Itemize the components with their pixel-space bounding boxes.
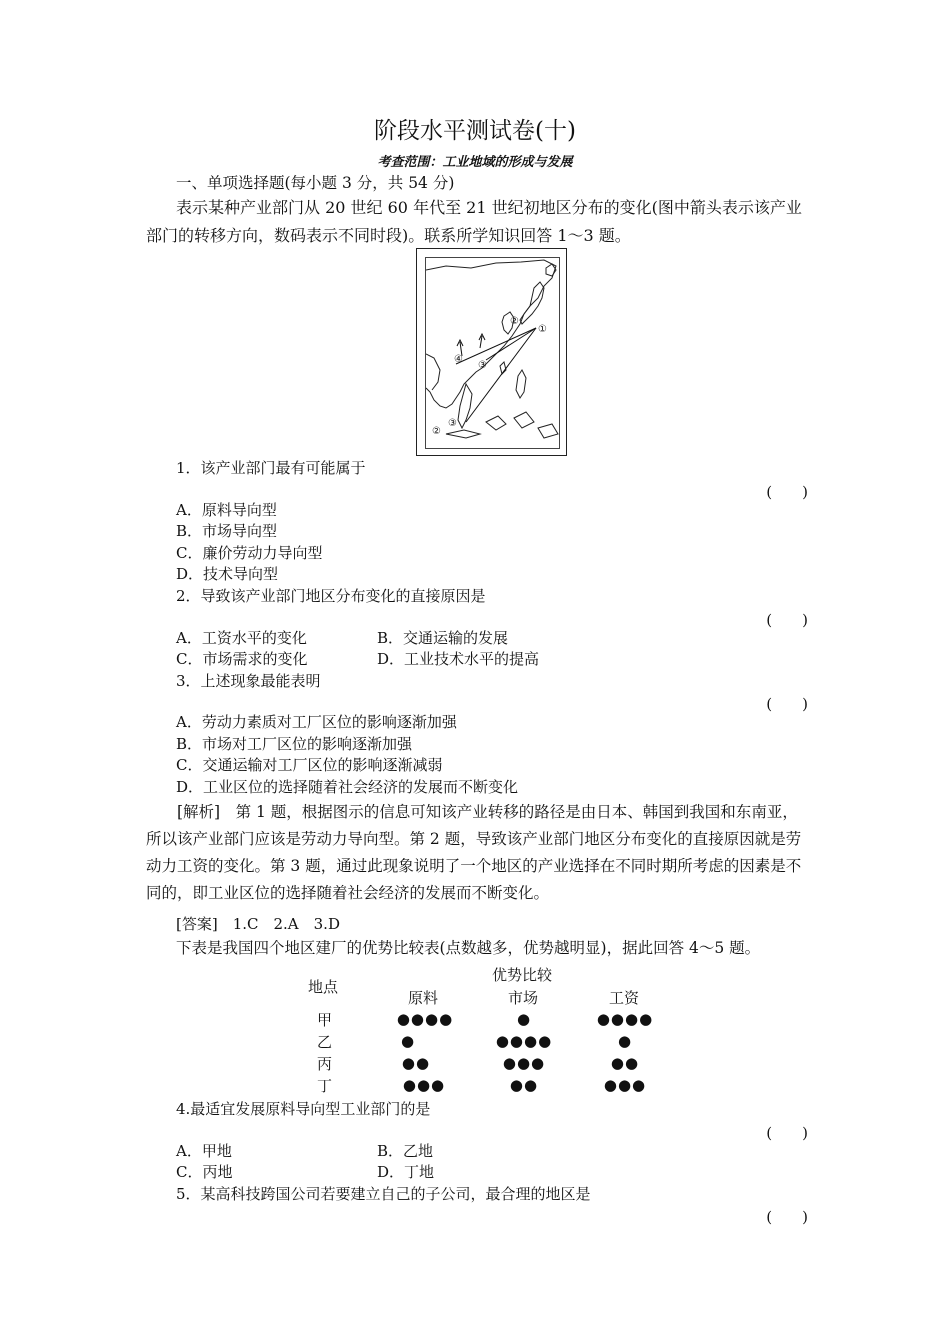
q3-option-b: B．市场对工厂区位的影响逐渐加强 [176, 735, 413, 753]
q2-stem: 2．导致该产业部门地区分布变化的直接原因是 [176, 587, 486, 605]
q1-stem: 1．该产业部门最有可能属于 [176, 459, 366, 477]
q1-option-a: A．原料导向型 [176, 501, 277, 519]
table-cell-dots: ● [617, 1032, 633, 1050]
q1-option-c: C．廉价劳动力导向型 [176, 544, 323, 562]
q5-stem: 5．某高科技跨国公司若要建立自己的子公司，最合理的地区是 [176, 1185, 591, 1203]
q3-option-a: A．劳动力素质对工厂区位的影响逐渐加强 [176, 713, 457, 731]
industry-transfer-map [416, 248, 567, 456]
map-marker-5: ② [432, 426, 441, 437]
map-marker-2: ② [510, 316, 519, 327]
table-cell-dots: ●●● [502, 1054, 546, 1072]
map-marker-1: ① [538, 324, 547, 335]
q3-option-d: D．工业区位的选择随着社会经济的发展而不断变化 [176, 778, 519, 796]
intro-table: 下表是我国四个地区建厂的优势比较表(点数越多，优势越明显)，据此回答 4～5 题。 [176, 939, 761, 957]
map-marker-6: ③ [448, 418, 457, 429]
q4-stem: 4.最适宜发展原料导向型工业部门的是 [176, 1100, 431, 1118]
q3-stem: 3．上述现象最能表明 [176, 672, 321, 690]
table-cell-dots: ●●●● [596, 1010, 654, 1028]
q4-option-b: B．乙地 [377, 1142, 434, 1160]
page-title: 阶段水平测试卷(十) [374, 118, 576, 144]
q2-answer-bracket: ( ) [766, 611, 808, 629]
table-col-wage: 工资 [609, 989, 640, 1007]
map-marker-4: ④ [454, 354, 463, 365]
table-cell-dots: ●● [610, 1054, 640, 1072]
q4-option-d: D．丁地 [377, 1163, 435, 1181]
table-cell-dots: ●● [401, 1054, 431, 1072]
map-drawing [426, 258, 559, 448]
q1-option-d: D．技术导向型 [176, 565, 279, 583]
table-cell-dots: ● [400, 1032, 416, 1050]
table-cell-dots: ●● [509, 1076, 539, 1094]
q3-answer-bracket: ( ) [766, 695, 808, 713]
answer-line: [答案] 1.C 2.A 3.D [176, 915, 340, 933]
q2-option-b: B．交通运输的发展 [377, 629, 509, 647]
q3-option-c: C．交通运输对工厂区位的影响逐渐减弱 [176, 756, 443, 774]
q5-answer-bracket: ( ) [766, 1208, 808, 1226]
section-heading: 一、单项选择题(每小题 3 分，共 54 分) [176, 174, 455, 192]
table-cell-dots: ●●●● [396, 1010, 454, 1028]
q4-option-c: C．丙地 [176, 1163, 233, 1181]
table-row-place: 甲 [317, 1011, 333, 1029]
q1-answer-bracket: ( ) [766, 483, 808, 501]
analysis-paragraph: [解析] 第 1 题，根据图示的信息可知该产业转移的路径是由日本、韩国到我国和东南亚，所以该产业部门应该是劳动力导向型。第 2 题，导致该产业部门地区分布变化的直接原因就是劳动力工资的变化。第 3 题，通过此现象说明了一个地区的产业选择在不同时期所考虑的因素是不同的，即工业区位的选择随着社会经济的发展而不断变化。 [146, 803, 802, 902]
intro-line-2: 部门的转移方向，数码表示不同时段)。联系所学知识回答 1～3 题。 [146, 226, 631, 245]
q2-option-c: C．市场需求的变化 [176, 650, 308, 668]
page-subtitle: 考查范围：工业地域的形成与发展 [377, 155, 573, 170]
table-cell-dots: ●●●● [495, 1032, 553, 1050]
table-col-raw-material: 原料 [408, 989, 439, 1007]
table-col-market: 市场 [508, 989, 539, 1007]
table-row-place: 乙 [317, 1033, 333, 1051]
q2-option-d: D．工业技术水平的提高 [377, 650, 540, 668]
table-place-header: 地点 [308, 978, 339, 996]
table-cell-dots: ● [516, 1010, 532, 1028]
table-row-place: 丁 [317, 1077, 333, 1095]
map-marker-3: ③ [478, 360, 487, 371]
map-frame [425, 257, 560, 449]
table-cell-dots: ●●● [402, 1076, 446, 1094]
q1-option-b: B．市场导向型 [176, 522, 278, 540]
q4-answer-bracket: ( ) [766, 1124, 808, 1142]
q2-option-a: A．工资水平的变化 [176, 629, 307, 647]
table-row-place: 丙 [317, 1055, 333, 1073]
table-group-header: 优势比较 [492, 966, 553, 984]
intro-line-1: 表示某种产业部门从 20 世纪 60 年代至 21 世纪初地区分布的变化(图中箭头表示该产业 [176, 198, 802, 217]
q4-option-a: A．甲地 [176, 1142, 232, 1160]
table-cell-dots: ●●● [603, 1076, 647, 1094]
